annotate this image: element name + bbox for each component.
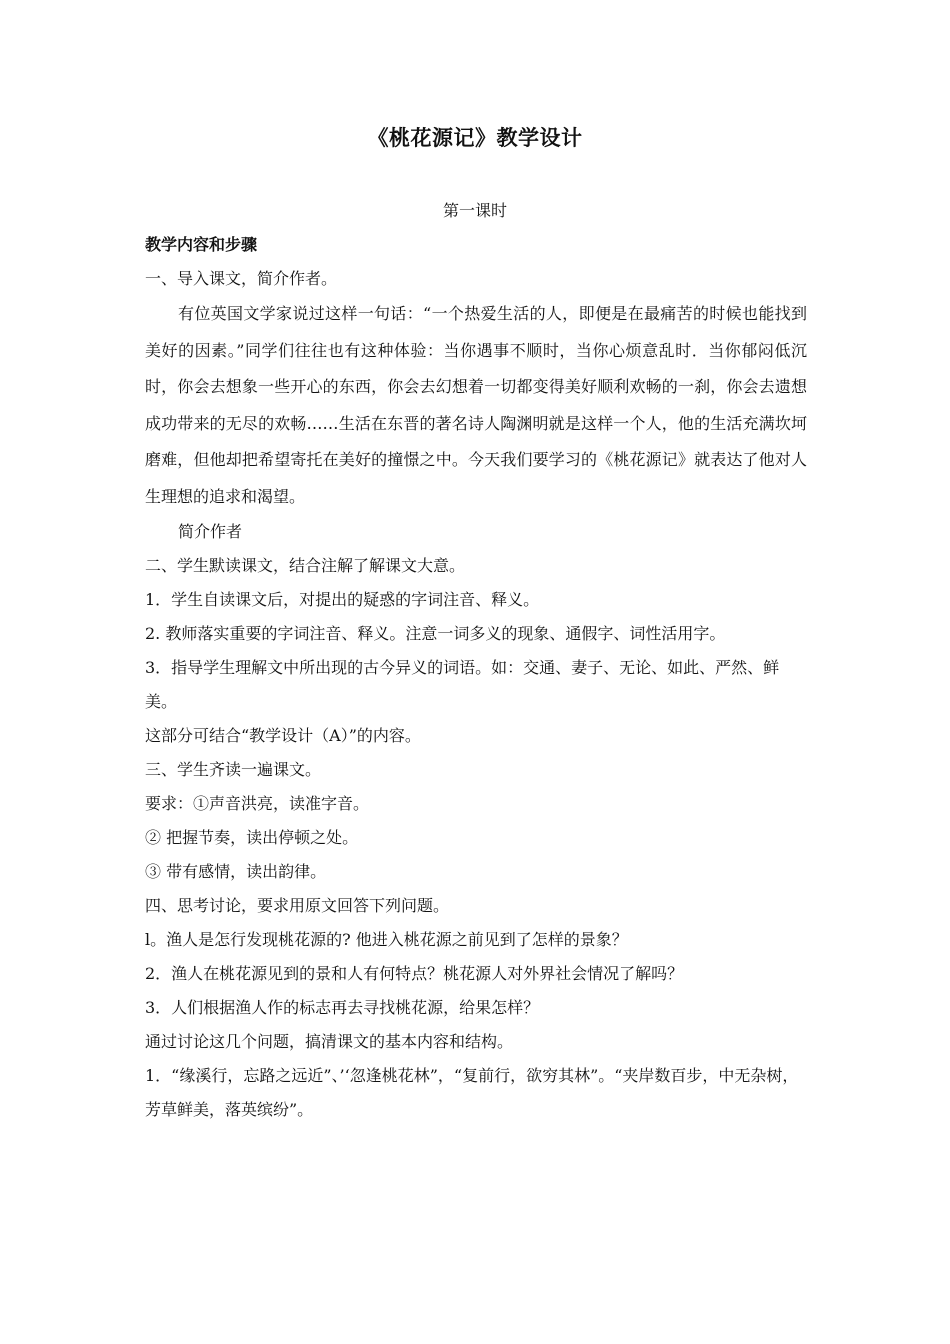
intro-paragraph: 有位英国文学家说过这样一句话：“一个热爱生活的人，即便是在最痛苦的时候也能找到美好的因素。”同学们往往也有这种体验：当你遇事不顺时，当你心烦意乱时．当你郁闷低沉时，你会去想象一些开心的东西，你会去幻想着一切都变得美好顺利欢畅的一刹，你会去遗想成功带来的无尽的欢畅……生活在东晋的著名诗人陶渊明就是这样一个人，他的生活充满坎坷磨难，但他却把希望寄托在美好的撞憬之中。今天我们要学习的《桃花源记》就表达了他对人生理想的追求和渴望。 <box>145 304 807 506</box>
step2-item-1: 1．学生自读课文后，对提出的疑惑的字词注音、释义。 <box>145 590 540 609</box>
step2-heading: 二、学生默读课文，结合注解了解课文大意。 <box>145 556 466 575</box>
step3-heading: 三、学生齐读一遍课文。 <box>145 760 322 779</box>
step2-item-2: 2. 教师落实重要的字词注音、释义。注意一词多义的现象、通假字、词性活用字。 <box>145 624 726 643</box>
step4-question-1: l。渔人是怎行发现桃花源的? 他进入桃花源之前见到了怎样的景象？ <box>145 930 628 949</box>
step4-question-2: 2．渔人在桃花源见到的景和人有何特点？桃花源人对外界社会情况了解吗？ <box>145 964 684 983</box>
step2-note: 这部分可结合“教学设计（A）”的内容。 <box>145 726 421 745</box>
step4-heading: 四、思考讨论，要求用原文回答下列问题。 <box>145 896 450 915</box>
lesson-label: 第一课时 <box>442 201 507 220</box>
section-heading: 教学内容和步骤 <box>145 235 258 254</box>
step4-summary: 通过讨论这几个问题，搞清课文的基本内容和结构。 <box>145 1032 514 1051</box>
step3-requirement-3: ③ 带有感情，读出韵律。 <box>145 862 327 881</box>
step3-requirement-2: ② 把握节奏，读出停顿之处。 <box>145 828 359 847</box>
author-intro: 简介作者 <box>178 522 243 541</box>
document-title: 《桃花源记》教学设计 <box>367 125 583 150</box>
document-body <box>145 228 807 1127</box>
step4-answer-1: 1．“缘溪行，忘路之远近”、’‘忽逢桃花林”，“复前行，欲穷其林”。“夹岸数百步，中无杂树，芳草鲜美，落英缤纷”。 <box>145 1066 799 1119</box>
step1-heading: 一、导入课文，简介作者。 <box>145 269 338 288</box>
step2-item-3: 3．指导学生理解文中所出现的古今异义的词语。如：交通、妻子、无论、如此、严然、鲜美。 <box>145 658 780 711</box>
step4-question-3: 3．人们根据渔人作的标志再去寻找桃花源，给果怎样？ <box>145 998 540 1017</box>
step3-requirement-1: 要求：①声音洪亮，读准字音。 <box>145 794 370 813</box>
